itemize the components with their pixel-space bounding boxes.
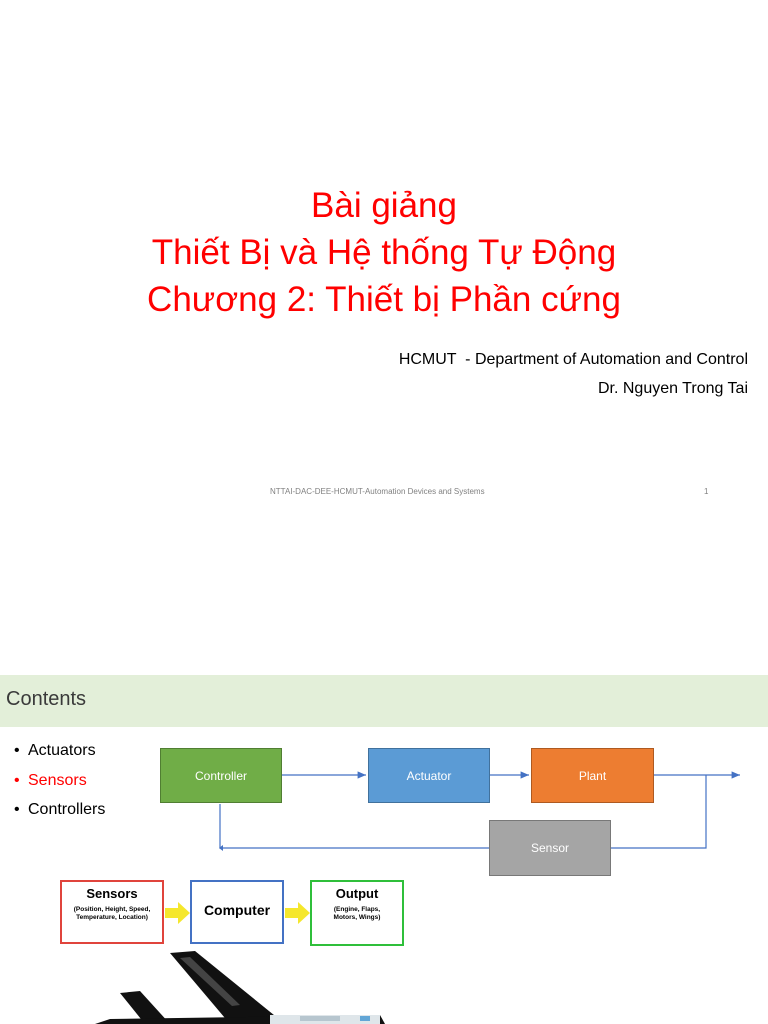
plant-block: Plant bbox=[531, 748, 654, 803]
list-item-label: Actuators bbox=[28, 742, 96, 759]
slide-footer: NTTAI-DAC-DEE-HCMUT-Automation Devices and Systems bbox=[270, 487, 485, 496]
sensors-box-title: Sensors bbox=[86, 886, 138, 901]
yellow-arrow-icon bbox=[285, 902, 310, 924]
subtitle-author: Dr. Nguyen Trong Tai bbox=[597, 380, 748, 397]
airplane-icon bbox=[95, 951, 385, 1024]
bullet-icon: • bbox=[14, 801, 20, 818]
slide-title bbox=[0, 182, 768, 323]
list-item-label: Controllers bbox=[28, 801, 106, 818]
contents-slide bbox=[0, 675, 768, 1024]
pipeline-graphics bbox=[0, 675, 768, 1024]
contents-heading: Contents bbox=[6, 688, 87, 710]
output-detail-line-2: Motors, Wings) bbox=[333, 914, 381, 921]
output-detail-line-1: (Engine, Flaps, bbox=[333, 906, 381, 913]
bullet-icon: • bbox=[14, 742, 20, 759]
title-line-1: Bài giảng bbox=[311, 186, 457, 225]
computer-box-title: Computer bbox=[203, 902, 271, 918]
output-box-title: Output bbox=[335, 886, 379, 901]
sensors-detail-line-2: Temperature, Location) bbox=[76, 914, 148, 921]
title-line-2: Thiết Bị và Hệ thống Tự Động bbox=[151, 233, 617, 272]
bullet-icon: • bbox=[14, 771, 20, 789]
slide-subtitle bbox=[399, 345, 748, 403]
controller-block: Controller bbox=[160, 748, 282, 803]
subtitle-department: HCMUT - Department of Automation and Control bbox=[398, 351, 748, 368]
title-line-3: Chương 2: Thiết bị Phần cứng bbox=[147, 280, 621, 319]
page-number: 1 bbox=[704, 487, 709, 496]
sensors-detail-line-1: (Position, Height, Speed, bbox=[73, 906, 151, 913]
yellow-arrow-icon bbox=[165, 902, 190, 924]
list-item-label: Sensors bbox=[28, 771, 87, 789]
sensor-block: Sensor bbox=[489, 820, 611, 876]
actuator-block: Actuator bbox=[368, 748, 490, 803]
